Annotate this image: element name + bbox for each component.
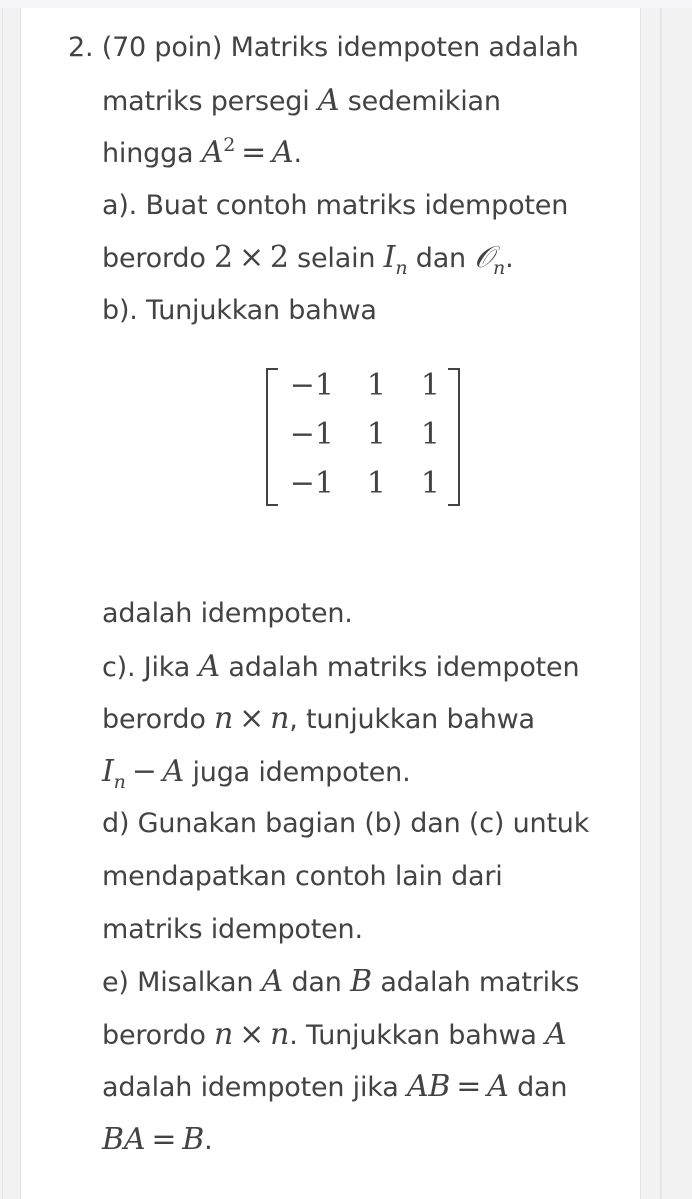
math-op: × bbox=[239, 1016, 265, 1052]
math-var: BA bbox=[102, 1121, 146, 1157]
text-segment: b). Tunjukkan bahwa bbox=[102, 294, 377, 326]
math-var: $I_n$ bbox=[102, 753, 126, 793]
math-var: A bbox=[261, 964, 284, 1000]
problem-text bbox=[68, 22, 628, 338]
part-e-line bbox=[68, 1009, 628, 1062]
math-var: A bbox=[272, 135, 294, 171]
math-num: 2 bbox=[214, 240, 233, 276]
math-var: $I_n$ bbox=[383, 240, 408, 280]
part-e-line bbox=[68, 956, 628, 1009]
math-var: B bbox=[350, 964, 372, 1000]
math-var: n bbox=[214, 701, 234, 737]
matrix-cell: 1 bbox=[420, 417, 440, 452]
text-segment: berordo bbox=[102, 704, 215, 736]
text-segment: sedemikian bbox=[339, 85, 501, 117]
math-var: A bbox=[317, 82, 340, 118]
part-e-line bbox=[68, 1061, 628, 1114]
part-d-line bbox=[68, 851, 628, 904]
text-segment: matriks persegi bbox=[102, 85, 318, 117]
part-c-line bbox=[68, 641, 628, 694]
matrix-cell: 1 bbox=[366, 368, 386, 403]
math-var: A bbox=[162, 753, 185, 789]
matrix-cell: 1 bbox=[420, 368, 440, 403]
text-segment: mendapatkan contoh lain dari bbox=[102, 860, 503, 892]
part-d-line bbox=[68, 798, 628, 851]
matrix-cell: 1 bbox=[420, 466, 440, 501]
part-b-line bbox=[68, 588, 628, 641]
math-var: $A^2$ bbox=[201, 134, 236, 171]
part-a-line bbox=[68, 232, 628, 285]
math-var: A bbox=[487, 1069, 509, 1105]
text-segment: . bbox=[204, 1124, 213, 1156]
math-op: × bbox=[238, 240, 264, 276]
text-segment: . Tunjukkan bahwa bbox=[289, 1019, 546, 1051]
part-c-line bbox=[68, 693, 628, 746]
text-segment: e) Misalkan bbox=[102, 967, 262, 999]
text-segment: . bbox=[293, 138, 302, 170]
math-var: n bbox=[214, 1016, 234, 1052]
matrix-cell: −1 bbox=[289, 466, 334, 501]
math-op: − bbox=[131, 753, 157, 789]
text-segment: dan bbox=[508, 1072, 568, 1104]
text-segment: juga idempoten. bbox=[184, 756, 411, 788]
text-segment: dan bbox=[407, 243, 475, 275]
part-d-line bbox=[68, 904, 628, 957]
matrix bbox=[266, 368, 460, 504]
matrix-right-bracket bbox=[448, 368, 460, 506]
problem-definition-line bbox=[68, 127, 628, 180]
text-segment: c). Jika bbox=[102, 651, 199, 683]
math-var: B bbox=[182, 1121, 205, 1157]
part-b-line bbox=[68, 285, 628, 338]
math-op: = bbox=[151, 1121, 177, 1157]
math-num: 2 bbox=[269, 240, 289, 276]
text-segment: dan bbox=[283, 967, 351, 999]
math-var: n bbox=[270, 1016, 290, 1052]
matrix-cell: 1 bbox=[366, 466, 386, 501]
text-segment: . bbox=[505, 243, 514, 275]
problem-text-continued bbox=[68, 588, 628, 1167]
text-segment: adalah matriks idempoten bbox=[219, 651, 580, 683]
top-strip bbox=[0, 0, 692, 8]
matrix-cell: −1 bbox=[289, 417, 334, 452]
part-a-line bbox=[68, 180, 628, 233]
text-segment: adalah matriks bbox=[371, 967, 580, 999]
text-segment: a). Buat contoh matriks idempoten bbox=[102, 189, 569, 221]
text-segment: adalah idempoten jika bbox=[102, 1072, 407, 1104]
math-op: = bbox=[456, 1069, 482, 1105]
math-op: × bbox=[239, 701, 265, 737]
math-var: A bbox=[545, 1016, 567, 1052]
text-segment: berordo bbox=[102, 243, 215, 275]
problem-heading bbox=[68, 22, 628, 75]
text-segment: selain bbox=[288, 243, 384, 275]
scrollbar-track[interactable] bbox=[660, 8, 662, 1199]
text-segment: hingga bbox=[102, 138, 202, 170]
matrix-cell: −1 bbox=[289, 368, 334, 403]
matrix-cell: 1 bbox=[366, 417, 386, 452]
math-var: n bbox=[270, 701, 290, 737]
matrix-left-bracket bbox=[266, 368, 278, 506]
part-e-line bbox=[68, 1114, 628, 1167]
problem-definition-line bbox=[68, 75, 628, 128]
left-edge-divider bbox=[2, 8, 3, 1199]
problem-heading-text: 2. (70 poin) Matriks idempoten adalah bbox=[68, 32, 579, 63]
math-var: A bbox=[198, 648, 220, 684]
part-c-line bbox=[68, 746, 628, 799]
math-var: AB bbox=[406, 1069, 451, 1105]
text-segment: matriks idempoten. bbox=[102, 913, 363, 945]
text-segment: adalah idempoten. bbox=[102, 598, 353, 629]
text-segment: , tunjukkan bahwa bbox=[289, 704, 535, 736]
text-segment: d) Gunakan bagian (b) dan (c) untuk bbox=[102, 808, 590, 840]
text-segment: berordo bbox=[102, 1019, 215, 1051]
math-op: = bbox=[241, 135, 267, 171]
math-var: 𝒪$_n$ bbox=[474, 240, 506, 280]
